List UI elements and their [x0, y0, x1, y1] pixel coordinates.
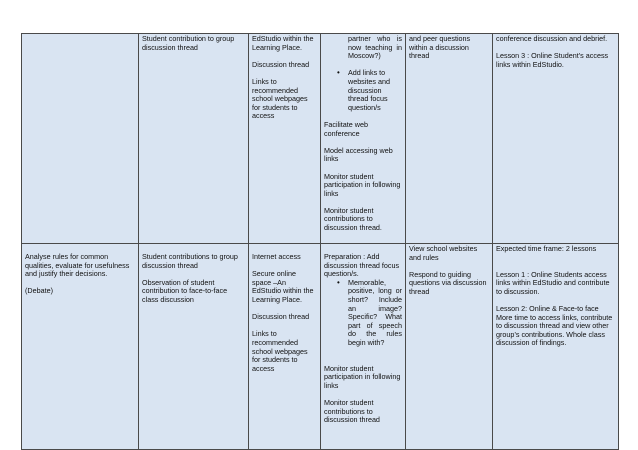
student-activity-cell: View school websites and rules Respond to guiding questions via discussion thread: [406, 244, 493, 450]
table-row: [22, 34, 619, 244]
timeframe-cell: conference discussion and debrief. Lesson 3 : Online Student’s access links within EdStudio.: [493, 34, 619, 244]
objective-cell: Analyse rules for common qualities, evaluate for usefulness and justify their decisions. (Debate): [22, 244, 139, 450]
bullet-list: [324, 279, 402, 348]
list-item: • Add links to websites and discussion thread focus question/s: [324, 69, 402, 112]
objective-cell: [22, 34, 139, 244]
assessment-cell: Student contributions to group discussion thread Observation of student contribution to face-to-face class discussion: [139, 244, 249, 450]
table-row: [22, 244, 619, 450]
assessment-cell: Student contribution to group discussion thread: [139, 34, 249, 244]
lesson-plan-table: [21, 33, 619, 450]
teacher-activity-cell: Preparation : Add discussion thread focus question/s. • Memorable, positive, long or short? Include an image? Specific? What part of speech do the rules begin with? Monitor student participation in following links Monitor student contributions to discussion thread: [321, 244, 406, 450]
list-item: • Memorable, positive, long or short? Include an image? Specific? What part of speech do the rules begin with?: [324, 279, 402, 348]
teacher-activity-cell: partner who is now teaching in Moscow?) • Add links to websites and discussion thread focus question/s Facilitate web conference Model accessing web links Monitor student participation in following links Monitor student contributions to discussion thread.: [321, 34, 406, 244]
resources-cell: Internet access Secure online space –An EdStudio within the Learning Place. Discussion thread Links to recommended school webpages for students to access: [249, 244, 321, 450]
timeframe-cell: Expected time frame: 2 lessons Lesson 1 : Online Students access links within EdStudio and contribute to discussion. Lesson 2: Online & Face-to face More time to access links, contribute to discussion thread and view other group’s contributions. Whole class discussion of findings.: [493, 244, 619, 450]
resources-cell: EdStudio within the Learning Place. Discussion thread Links to recommended school webpages for students to access: [249, 34, 321, 244]
bullet-list: [324, 69, 402, 112]
student-activity-cell: and peer questions within a discussion thread: [406, 34, 493, 244]
